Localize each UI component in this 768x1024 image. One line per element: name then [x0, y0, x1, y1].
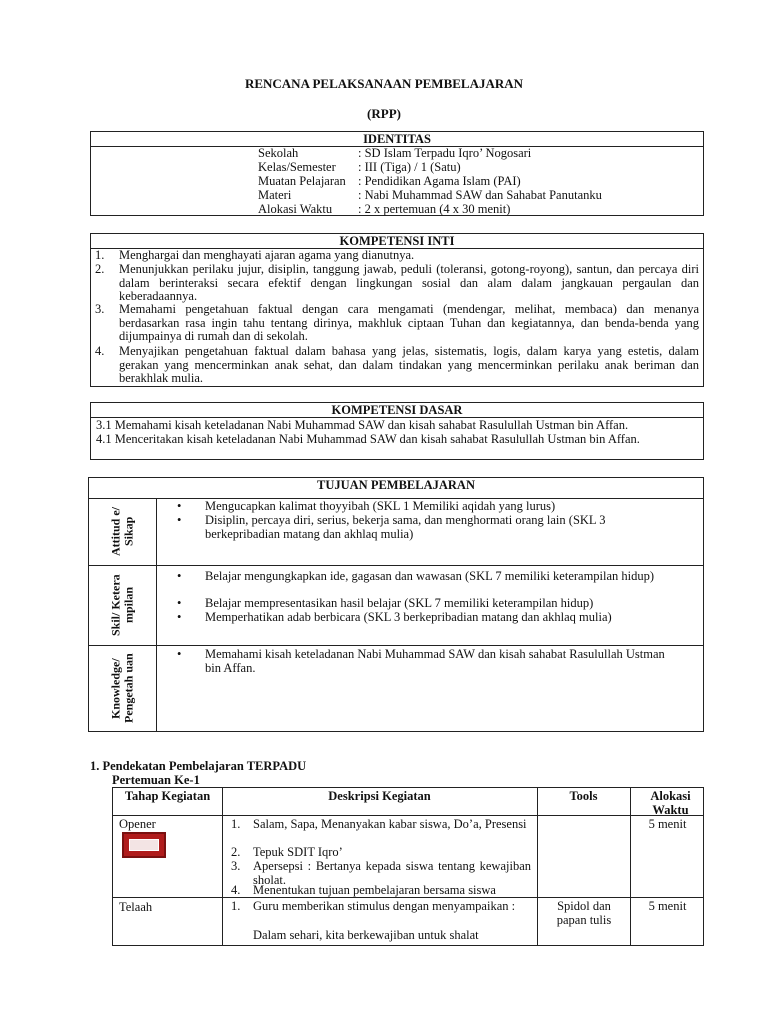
document-subtitle: (RPP) — [367, 106, 401, 121]
tujuan-bullet: • Belajar mengungkapkan ide, gagasan dan wawasan (SKL 7 memiliki keterampilan hidup) — [177, 569, 655, 583]
activity-table — [112, 787, 704, 946]
ki-item: 2. Menunjukkan perilaku jujur, disiplin, tanggung jawab, peduli (toleransi, gotong-royong), santun, dan percaya diri dalam berinteraksi secara efektif dengan lingkungan sosial dan alam dalam jangkauan pergaulan dan keberadaannya. — [95, 262, 699, 303]
ki-item: 3. Memahami pengetahuan faktual dengan cara mengamati (mendengar, melihat, membaca) dan menanya berdasarkan rasa ingin tahu tentang dirinya, makhluk ciptaan Tuhan dan kegiatannya, dan benda-benda yang dijumpainya di rumah dan di sekolah. — [95, 302, 699, 343]
tujuan-bullet: • Mengucapkan kalimat thoyyibah (SKL 1 Memiliki aqidah yang lurus) — [177, 499, 556, 513]
activity-step: 1. Guru memberikan stimulus dengan menyampaikan : — [231, 899, 516, 913]
kompetensi-dasar-heading: KOMPETENSI DASAR — [331, 403, 463, 417]
kd-item: 4.1 Menceritakan kisah keteladanan Nabi Muhammad SAW dan kisah sahabat Rasulullah Ustman bin Affan. — [96, 432, 640, 446]
activity-step: Dalam sehari, kita berkewajiban untuk shalat — [253, 928, 479, 942]
kd-item: 3.1 Memahami kisah keteladanan Nabi Muhammad SAW dan kisah sahabat Rasulullah Ustman bin Affan. — [96, 418, 629, 432]
kompetensi-dasar-section — [90, 402, 704, 460]
row-label-keterampilan: Skil/ Ketera mpilan — [108, 574, 136, 636]
kompetensi-inti-heading: KOMPETENSI INTI — [339, 234, 455, 248]
tujuan-bullet: • Memperhatikan adab berbicara (SKL 3 berkepribadian matang dan akhlaq mulia) — [177, 610, 612, 624]
ki-item: 1. Menghargai dan menghayati ajaran agama yang dianutnya. — [95, 248, 415, 262]
tahap-opener: Opener — [119, 817, 156, 831]
col-header-deskripsi: Deskripsi Kegiatan — [328, 789, 431, 803]
row-label-pengetahuan: Knowledge/ Pengetah uan — [108, 653, 136, 724]
activity-step: 2. Tepuk SDIT Iqro’ — [231, 845, 343, 859]
identitas-section — [90, 131, 704, 216]
activity-step: 4. Menentukan tujuan pembelajaran bersama siswa — [231, 883, 496, 897]
tahap-telaah: Telaah — [119, 900, 153, 914]
tujuan-section — [88, 477, 704, 732]
col-header-tahap: Tahap Kegiatan — [124, 789, 211, 803]
col-header-alokasi: Alokasi Waktu — [650, 789, 691, 817]
tujuan-bullet: • Memahami kisah keteladanan Nabi Muhammad SAW dan kisah sahabat Rasulullah Ustman bin Affan. — [177, 647, 665, 675]
tujuan-bullet: • Disiplin, percaya diri, serius, bekerja sama, dan menghormati orang lain (SKL 3 berkepribadian matang dan akhlaq mulia) — [177, 513, 606, 541]
identitas-heading: IDENTITAS — [363, 132, 431, 146]
ki-item: 4. Menyajikan pengetahuan faktual dalam bahasa yang jelas, sistematis, logis, dalam karya yang estetis, dalam gerakan yang mencerminkan anak sehat, dan dalam tindakan yang mencerminkan perilaku anak beriman dan berakhlak mulia. — [95, 344, 699, 385]
pertemuan-label: Pertemuan Ke-1 — [112, 773, 200, 787]
activity-step: 3. Apersepsi : Bertanya kepada siswa tentang kewajiban sholat. — [231, 859, 531, 887]
alokasi-telaah: 5 menit — [648, 899, 687, 913]
document-title: RENCANA PELAKSANAAN PEMBELAJARAN — [244, 76, 524, 91]
row-label-sikap: Attitud e/ Sikap — [108, 507, 136, 556]
identitas-row-kelas: Kelas/Semester : III (Tiga) / 1 (Satu) — [258, 160, 461, 174]
activity-step: 1. Salam, Sapa, Menanyakan kabar siswa, Do’a, Presensi — [231, 817, 527, 831]
stamp-image — [122, 832, 166, 858]
identitas-row-muatan: Muatan Pelajaran : Pendidikan Agama Islam (PAI) — [258, 174, 521, 188]
tujuan-bullet: • Belajar mempresentasikan hasil belajar (SKL 7 memiliki keterampilan hidup) — [177, 596, 594, 610]
identitas-row-alokasi: Alokasi Waktu : 2 x pertemuan (4 x 30 menit) — [258, 202, 511, 216]
identitas-row-materi: Materi : Nabi Muhammad SAW dan Sahabat Panutanku — [258, 188, 602, 202]
tujuan-heading: TUJUAN PEMBELAJARAN — [317, 478, 475, 492]
col-header-tools: Tools — [569, 789, 598, 803]
tools-telaah: Spidol dan papan tulis — [556, 899, 612, 927]
identitas-row-sekolah: Sekolah : SD Islam Terpadu Iqro’ Nogosari — [258, 146, 532, 160]
alokasi-opener: 5 menit — [648, 817, 687, 831]
pendekatan-heading: 1. Pendekatan Pembelajaran TERPADU — [90, 759, 307, 773]
kompetensi-inti-section — [90, 233, 704, 387]
